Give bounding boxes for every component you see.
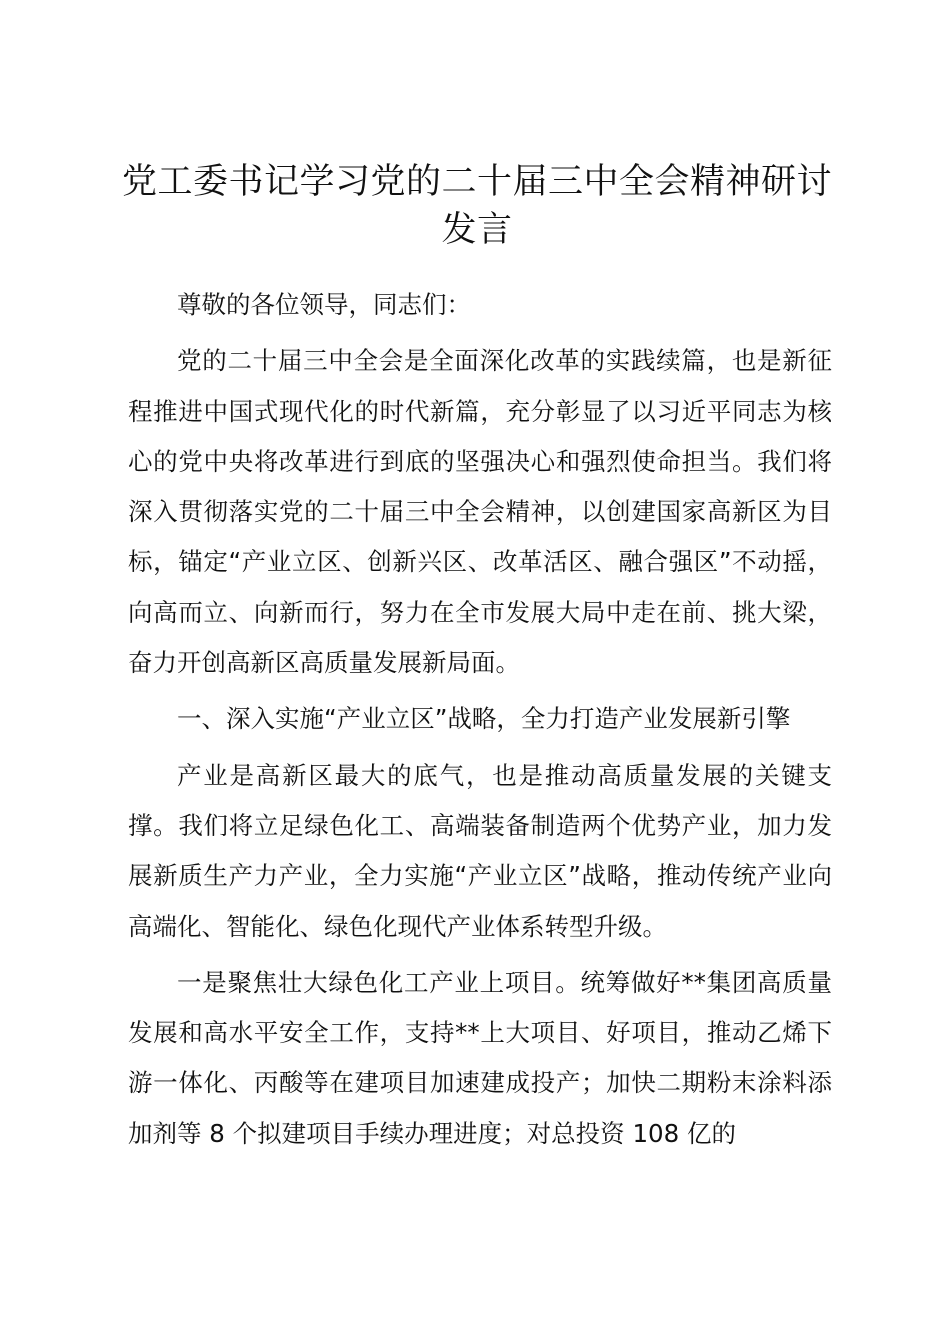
paragraph-intro: 党的二十届三中全会是全面深化改革的实践续篇，也是新征程推进中国式现代化的时代新篇，充分彰显了以习近平同志为核心的党中央将改革进行到底的坚强决心和强烈使命担当。我们将深入贯彻落实党的二十届三中全会精神，以创建国家高新区为目标，锚定“产业立区、创新兴区、改革活区、融合强区”不动摇，向高而立、向新而行，努力在全市发展大局中走在前、挑大梁，奋力开创高新区高质量发展新局面。 [128,346,832,678]
document-title: 党工委书记学习党的二十届三中全会精神研讨发言 [121,162,832,250]
salutation: 尊敬的各位领导，同志们： [177,290,471,319]
document-body [128,280,832,1159]
paragraph-chemical: 一是聚焦壮大绿色化工产业上项目。统筹做好**集团高质量发展和高水平安全工作，支持**上大项目、好项目，推动乙烯下游一体化、丙酸等在建项目加速建成投产；加快二期粉末涂料添加剂等 8 个拟建项目手续办理进度；对总投资 108 亿的 [128,967,832,1148]
paragraph-industry: 产业是高新区最大的底气，也是推动高质量发展的关键支撑。我们将立足绿色化工、高端装备制造两个优势产业，加力发展新质生产力产业，全力实施“产业立区”战略，推动传统产业向高端化、智能化、绿色化现代产业体系转型升级。 [128,760,832,941]
section-heading: 一、深入实施“产业立区”战略，全力打造产业发展新引擎 [177,704,791,734]
